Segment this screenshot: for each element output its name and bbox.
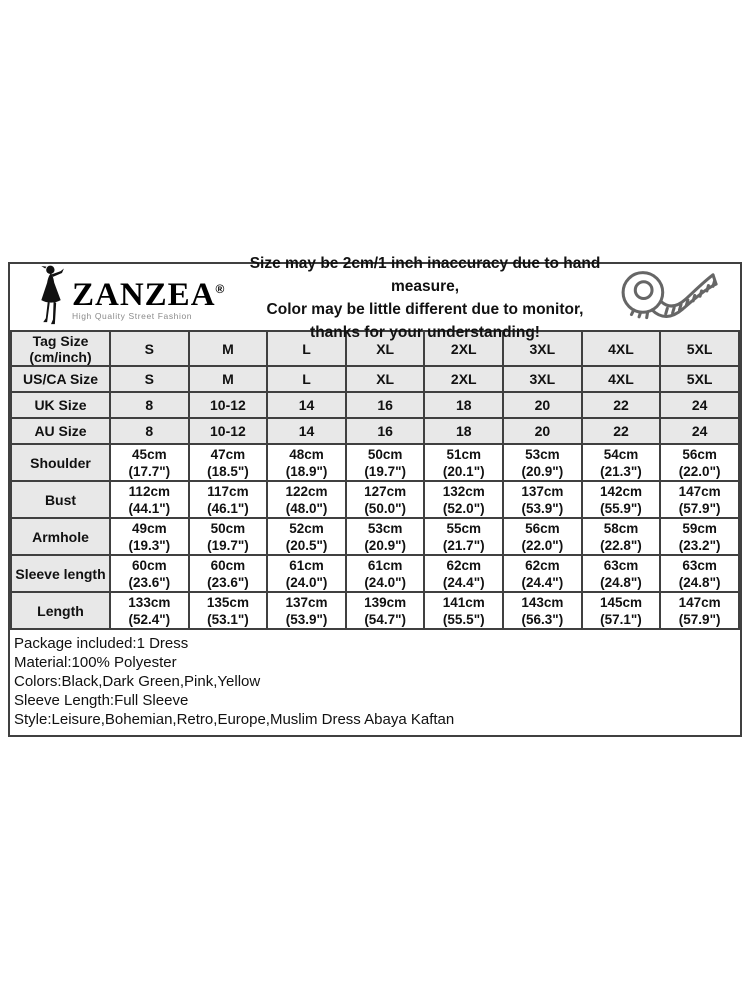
size-disclaimer (246, 250, 604, 344)
size-cell: 18 (424, 392, 503, 418)
measure-cell: 141cm (55.5") (424, 592, 503, 629)
disclaimer-line: Size may be 2cm/1 inch inaccuracy due to hand measure, (249, 255, 601, 295)
row-label: Shoulder (11, 444, 110, 481)
measure-cell: 63cm (24.8") (582, 555, 661, 592)
measure-cell: 56cm (22.0") (660, 444, 739, 481)
measure-cell: 135cm (53.1") (189, 592, 268, 629)
measure-cell: 112cm (44.1") (110, 481, 189, 518)
measure-cell: 60cm (23.6") (110, 555, 189, 592)
measure-cell: 53cm (20.9") (346, 518, 425, 555)
note-line: Material:100% Polyester (14, 654, 177, 671)
size-cell: 20 (503, 418, 582, 444)
table-row (11, 418, 739, 444)
table-row (11, 444, 739, 481)
size-cell: 2XL (424, 366, 503, 392)
brand-text (72, 274, 225, 321)
row-label: Tag Size (cm/inch) (11, 331, 110, 366)
row-label: US/CA Size (11, 366, 110, 392)
row-label: Sleeve length (11, 555, 110, 592)
size-cell: 4XL (582, 366, 661, 392)
chart-header (10, 255, 740, 341)
note-line: Style:Leisure,Bohemian,Retro,Europe,Muslim Dress Abaya Kaftan (14, 711, 455, 728)
measure-cell: 56cm (22.0") (503, 518, 582, 555)
measure-cell: 132cm (52.0") (424, 481, 503, 518)
table-row (11, 366, 739, 392)
size-cell: M (189, 366, 268, 392)
measure-cell: 53cm (20.9") (503, 444, 582, 481)
size-cell: 24 (660, 418, 739, 444)
measure-cell: 145cm (57.1") (582, 592, 661, 629)
size-cell: 14 (267, 418, 346, 444)
size-cell: 4XL (582, 331, 661, 366)
note-line: Colors:Black,Dark Green,Pink,Yellow (14, 673, 261, 690)
measure-cell: 139cm (54.7") (346, 592, 425, 629)
size-cell: 18 (424, 418, 503, 444)
measure-cell: 48cm (18.9") (267, 444, 346, 481)
size-cell: M (189, 331, 268, 366)
measure-cell: 142cm (55.9") (582, 481, 661, 518)
measure-cell: 61cm (24.0") (346, 555, 425, 592)
measure-cell: 137cm (53.9") (267, 592, 346, 629)
table-row (11, 592, 739, 629)
size-cell: 5XL (660, 331, 739, 366)
measure-cell: 51cm (20.1") (424, 444, 503, 481)
measure-cell: 58cm (22.8") (582, 518, 661, 555)
size-cell: 10-12 (189, 418, 268, 444)
brand-logo (10, 264, 246, 331)
size-cell: 14 (267, 392, 346, 418)
size-cell: 24 (660, 392, 739, 418)
size-chart-sheet (8, 255, 742, 737)
size-cell: S (110, 366, 189, 392)
size-cell: 16 (346, 392, 425, 418)
measure-cell: 143cm (56.3") (503, 592, 582, 629)
measure-cell: 50cm (19.7") (189, 518, 268, 555)
measure-cell: 47cm (18.5") (189, 444, 268, 481)
size-cell: L (267, 331, 346, 366)
measure-cell: 54cm (21.3") (582, 444, 661, 481)
measure-cell: 147cm (57.9") (660, 481, 739, 518)
size-cell: XL (346, 366, 425, 392)
size-cell: XL (346, 331, 425, 366)
table-row (11, 481, 739, 518)
size-cell: 20 (503, 392, 582, 418)
size-cell: 2XL (424, 331, 503, 366)
size-cell: 8 (110, 418, 189, 444)
table-row (11, 555, 739, 592)
row-label: Armhole (11, 518, 110, 555)
brand-name: ZANZEA® (72, 276, 226, 313)
size-cell: 22 (582, 418, 661, 444)
size-cell: 8 (110, 392, 189, 418)
measure-cell: 62cm (24.4") (424, 555, 503, 592)
measure-cell: 59cm (23.2") (660, 518, 739, 555)
table-row (11, 518, 739, 555)
measure-cell: 61cm (24.0") (267, 555, 346, 592)
note-line: Sleeve Length:Full Sleeve (14, 692, 189, 709)
row-label: Bust (11, 481, 110, 518)
woman-silhouette-icon (34, 264, 68, 331)
size-cell: 3XL (503, 331, 582, 366)
note-line: Package included:1 Dress (14, 635, 189, 652)
measure-cell: 147cm (57.9") (660, 592, 739, 629)
measure-cell: 127cm (50.0") (346, 481, 425, 518)
size-table-body (11, 331, 739, 629)
measure-cell: 62cm (24.4") (503, 555, 582, 592)
measure-cell: 55cm (21.7") (424, 518, 503, 555)
measure-cell: 60cm (23.6") (189, 555, 268, 592)
table-row (11, 392, 739, 418)
measure-cell: 122cm (48.0") (267, 481, 346, 518)
measure-cell: 137cm (53.9") (503, 481, 582, 518)
measure-cell: 117cm (46.1") (189, 481, 268, 518)
size-cell: 22 (582, 392, 661, 418)
measure-cell: 45cm (17.7") (110, 444, 189, 481)
registered-mark: ® (215, 281, 226, 296)
size-cell: 16 (346, 418, 425, 444)
disclaimer-line: thanks for your understanding! (310, 324, 540, 341)
size-table (10, 330, 740, 630)
row-label: UK Size (11, 392, 110, 418)
measure-cell: 50cm (19.7") (346, 444, 425, 481)
row-label: Length (11, 592, 110, 629)
size-cell: 10-12 (189, 392, 268, 418)
size-cell: S (110, 331, 189, 366)
size-cell: 3XL (503, 366, 582, 392)
measure-cell: 52cm (20.5") (267, 518, 346, 555)
measure-cell: 49cm (19.3") (110, 518, 189, 555)
size-cell: 5XL (660, 366, 739, 392)
measure-cell: 133cm (52.4") (110, 592, 189, 629)
product-notes (10, 630, 740, 735)
brand-tagline: High Quality Street Fashion (72, 310, 193, 321)
size-cell: L (267, 366, 346, 392)
row-label: AU Size (11, 418, 110, 444)
measuring-tape-icon (604, 265, 740, 329)
measure-cell: 63cm (24.8") (660, 555, 739, 592)
disclaimer-line: Color may be little different due to monitor, (266, 301, 584, 318)
